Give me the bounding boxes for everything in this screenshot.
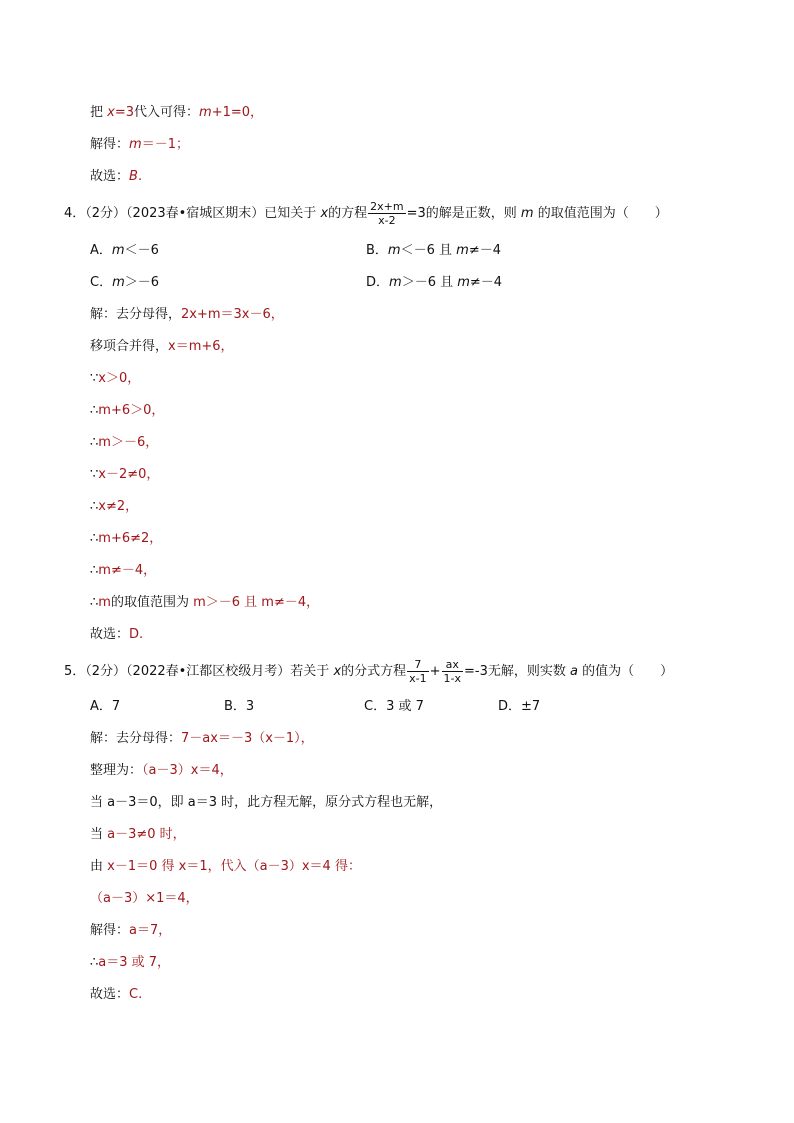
- solution-line: 解得：m＝－1；: [90, 137, 189, 152]
- solution-line: ∴m+6＞0，: [90, 403, 165, 418]
- option-c[interactable]: C．3 或 7: [364, 699, 424, 714]
- option-b[interactable]: B．3: [224, 699, 255, 714]
- fraction: $\frac{ax}{1-x}$: [443, 658, 462, 685]
- solution-line: 移项合并得，x＝m+6，: [90, 339, 234, 354]
- option-a[interactable]: A．m＜－6: [90, 243, 159, 258]
- solution-line: ∴m＞－6，: [90, 435, 159, 450]
- solution-line: 故选：D.: [90, 627, 144, 642]
- solution-line: ∴x≠2，: [90, 499, 139, 514]
- solution-line: 解：去分母得：7－ax＝－3（x－1），: [90, 731, 314, 746]
- answer-line: 故选：B.: [90, 169, 143, 184]
- solution-line: 故选：C.: [90, 987, 143, 1002]
- solution-line: 把 x=3代入可得：m+1=0，: [90, 105, 264, 120]
- solution-line: 解：去分母得，2x+m＝3x－6，: [90, 307, 284, 322]
- fraction: $\frac{2x+m}{x-2}$: [370, 200, 404, 227]
- fraction: $\frac{7}{x-1}$: [409, 658, 427, 685]
- solution-line: ∵x＞0，: [90, 371, 141, 386]
- option-d[interactable]: D．±7: [498, 699, 541, 714]
- solution-line: 当 a－3＝0，即 a＝3 时，此方程无解，原分式方程也无解，: [90, 795, 443, 810]
- solution-line: ∴a＝3 或 7，: [90, 955, 171, 970]
- solution-line: ∴m的取值范围为 m＞－6 且 m≠－4，: [90, 595, 320, 610]
- option-c[interactable]: C．m＞－6: [90, 275, 160, 290]
- solution-line: ∴m+6≠2，: [90, 531, 163, 546]
- question-5: 5．（2分）（2022春•江都区校级月考）若关于 x的分式方程 $\frac{7}{x-1}$ + $\frac{ax}{1-x}$ =-3无解，则实数 a 的值为（ ）: [64, 658, 674, 685]
- option-d[interactable]: D．m＞－6 且 m≠－4: [366, 275, 503, 290]
- solution-line: （a－3）×1＝4，: [90, 891, 199, 906]
- solution-line: ∵x－2≠0，: [90, 467, 160, 482]
- solution-line: 整理为：（a－3）x＝4，: [90, 763, 233, 778]
- option-a[interactable]: A．7: [90, 699, 121, 714]
- solution-line: ∴m≠－4，: [90, 563, 157, 578]
- option-b[interactable]: B．m＜－6 且 m≠－4: [366, 243, 501, 258]
- solution-line: 由 x－1＝0 得 x＝1，代入（a－3）x＝4 得：: [90, 859, 361, 874]
- question-4: 4．（2分）（2023春•宿城区期末）已知关于 x的方程 $\frac{2x+m}{x-2}$ =3的解是正数，则 m 的取值范围为（ ）: [64, 200, 668, 227]
- solution-line: 解得：a＝7，: [90, 923, 172, 938]
- solution-line: 当 a－3≠0 时，: [90, 827, 186, 842]
